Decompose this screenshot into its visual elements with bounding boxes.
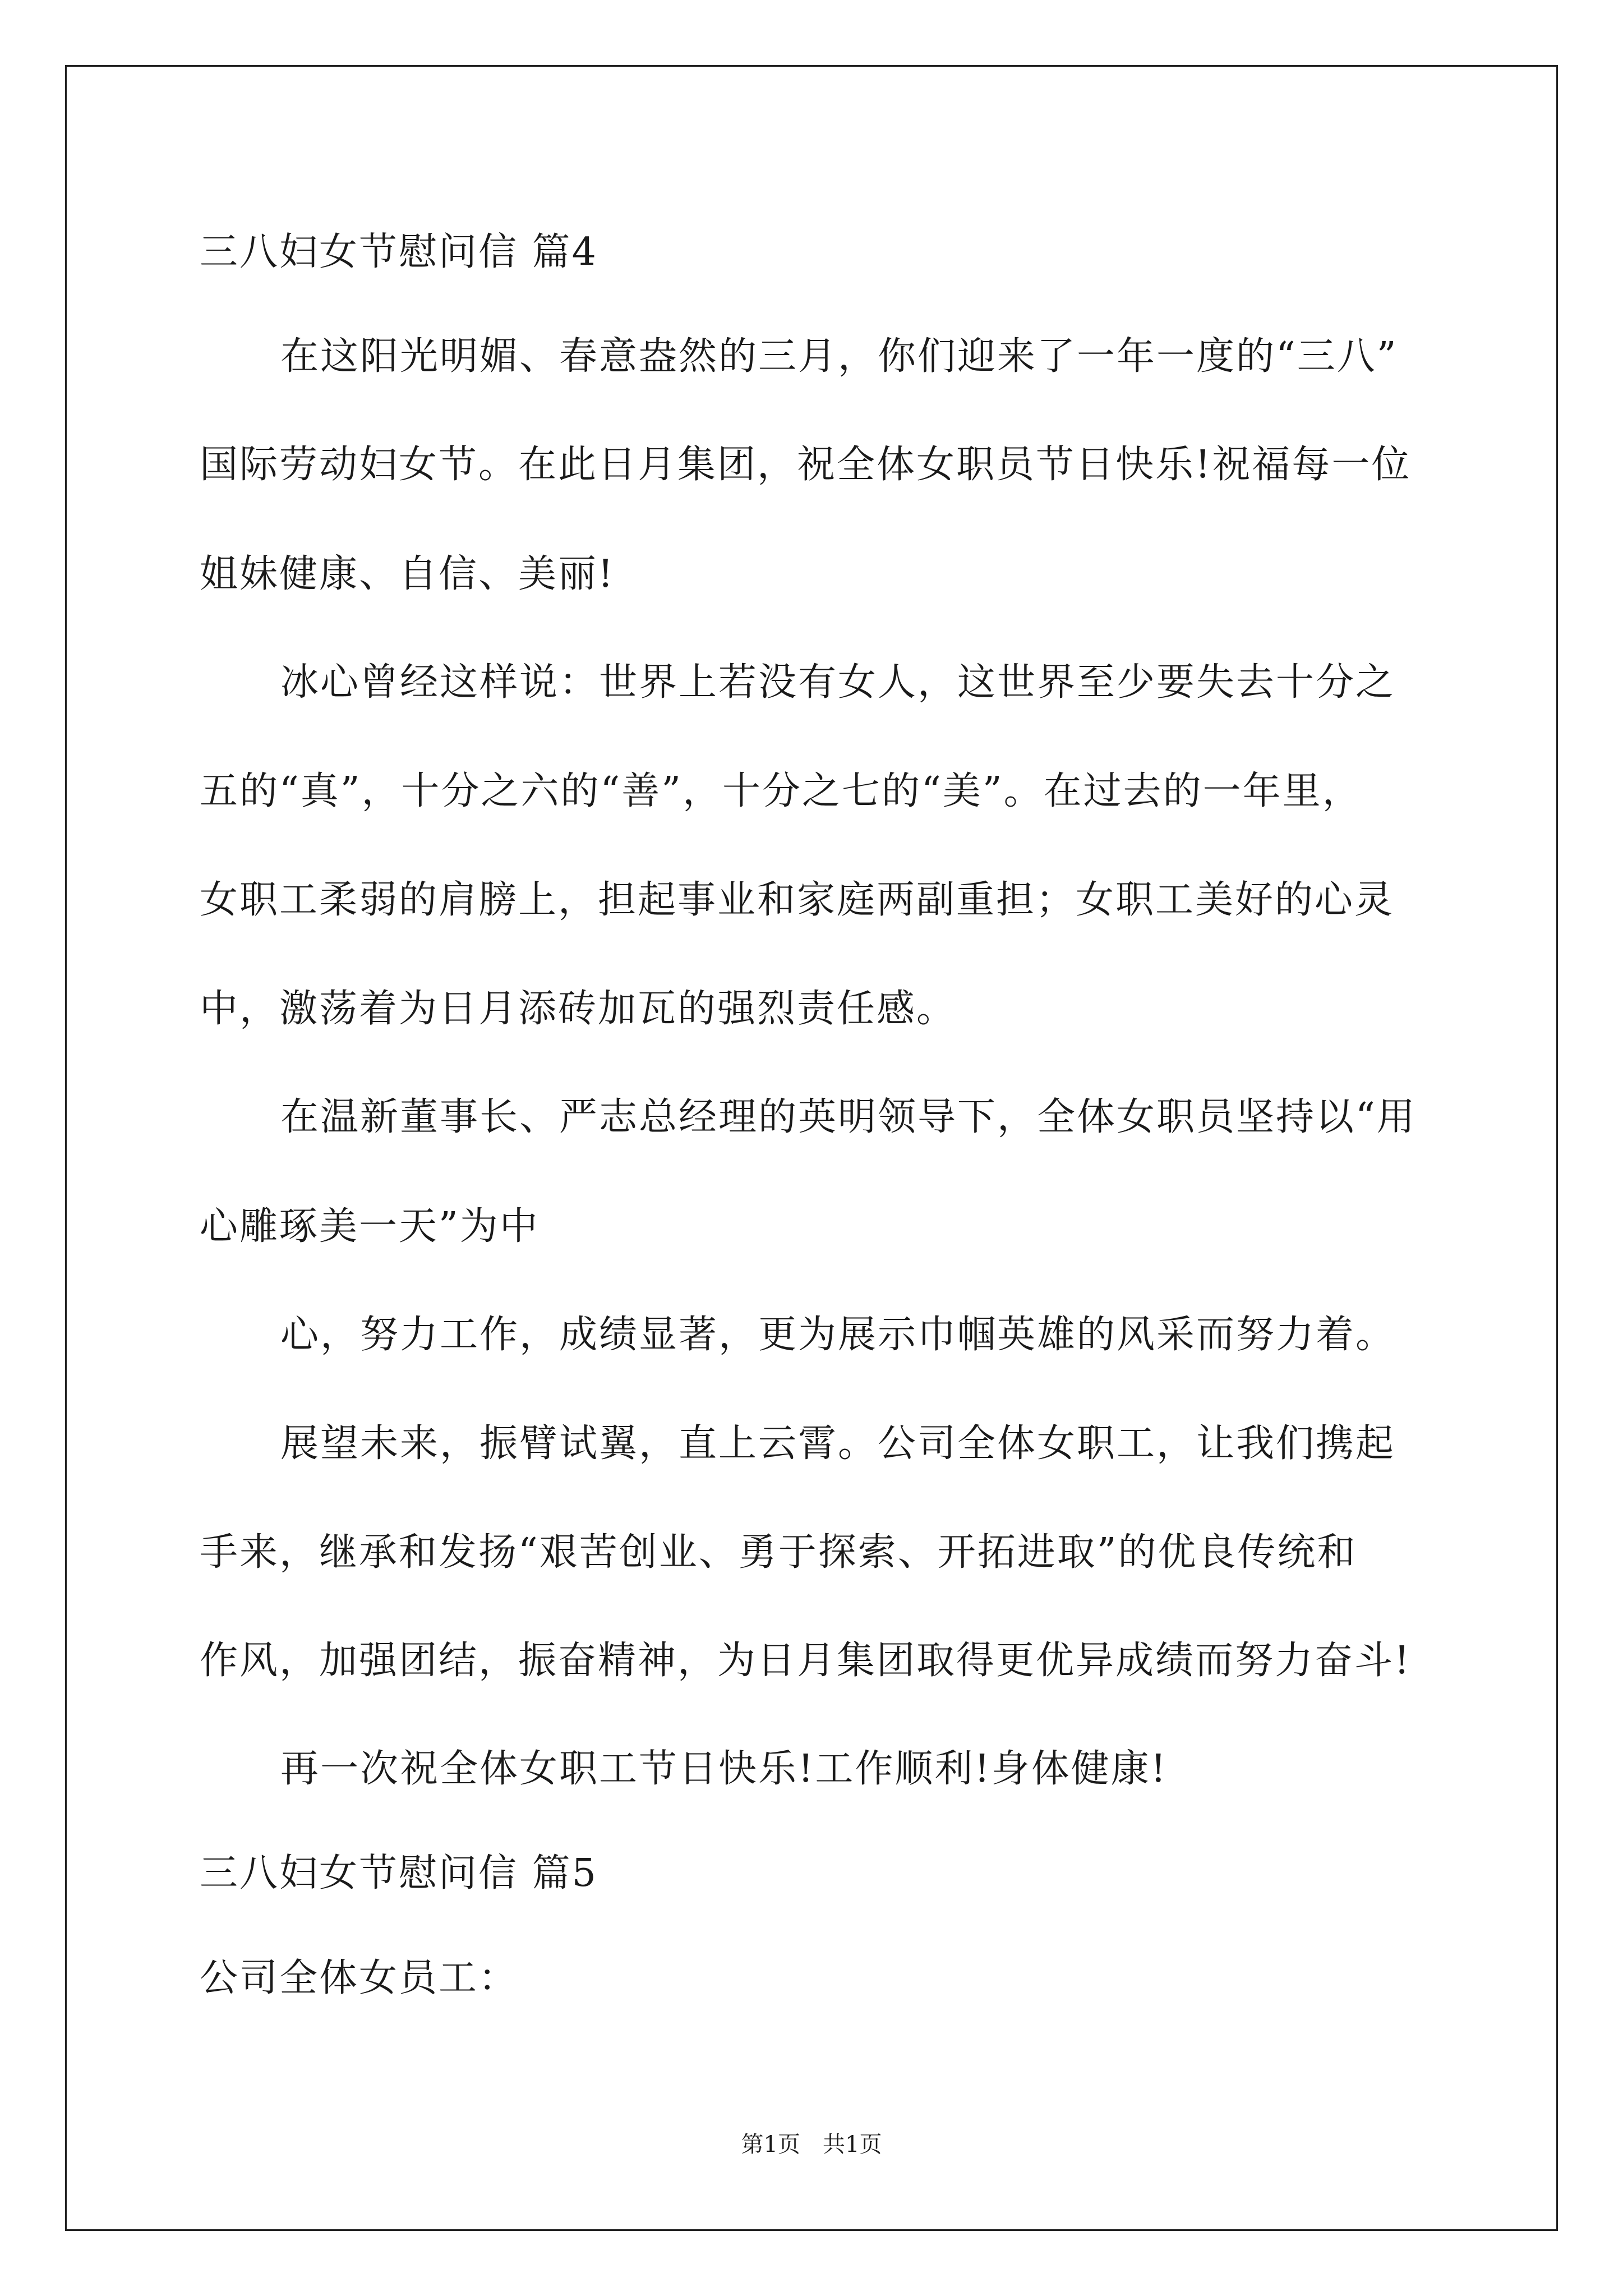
- paragraph-6-line-1: 再一次祝全体女职工节日快乐!工作顺利!身体健康!: [280, 1747, 1168, 1791]
- paragraph-3-line-1: 在温新董事长、严志总经理的英明领导下，全体女职员坚持以“用: [280, 1095, 1417, 1139]
- paragraph-5-line-1: 展望未来，振臂试翼，直上云霄。公司全体女职工，让我们携起: [280, 1421, 1396, 1466]
- section-heading-5: 三八妇女节慰问信 篇5: [200, 1851, 598, 1895]
- page-number-footer: 第1页 共1页: [741, 2132, 882, 2157]
- page-border: [65, 65, 1558, 2231]
- paragraph-2-line-3: 女职工柔弱的肩膀上，担起事业和家庭两副重担；女职工美好的心灵: [200, 878, 1395, 922]
- salutation: 公司全体女员工：: [200, 1956, 519, 2000]
- paragraph-1-line-3: 姐妹健康、自信、美丽!: [200, 552, 615, 596]
- paragraph-1-line-1: 在这阳光明媚、春意盎然的三月，你们迎来了一年一度的“三八”: [280, 334, 1398, 379]
- paragraph-2-line-2: 五的“真”，十分之六的“善”，十分之七的“美”。在过去的一年里，: [200, 769, 1362, 813]
- paragraph-5-line-2: 手来，继承和发扬“艰苦创业、勇于探索、开拓进取”的优良传统和: [200, 1530, 1357, 1575]
- paragraph-2-line-4: 中，激荡着为日月添砖加瓦的强烈责任感。: [200, 987, 957, 1031]
- paragraph-1-line-2: 国际劳动妇女节。在此日月集团，祝全体女职员节日快乐!祝福每一位: [200, 443, 1412, 487]
- section-heading-4: 三八妇女节慰问信 篇4: [200, 230, 598, 274]
- paragraph-5-line-3: 作风，加强团结，振奋精神，为日月集团取得更优异成绩而努力奋斗!: [200, 1639, 1412, 1683]
- paragraph-2-line-1: 冰心曾经这样说：世界上若没有女人，这世界至少要失去十分之: [280, 660, 1396, 705]
- paragraph-4-line-1: 心，努力工作，成绩显著，更为展示巾帼英雄的风采而努力着。: [280, 1313, 1396, 1357]
- paragraph-3-line-2: 心雕琢美一天”为中: [200, 1204, 540, 1249]
